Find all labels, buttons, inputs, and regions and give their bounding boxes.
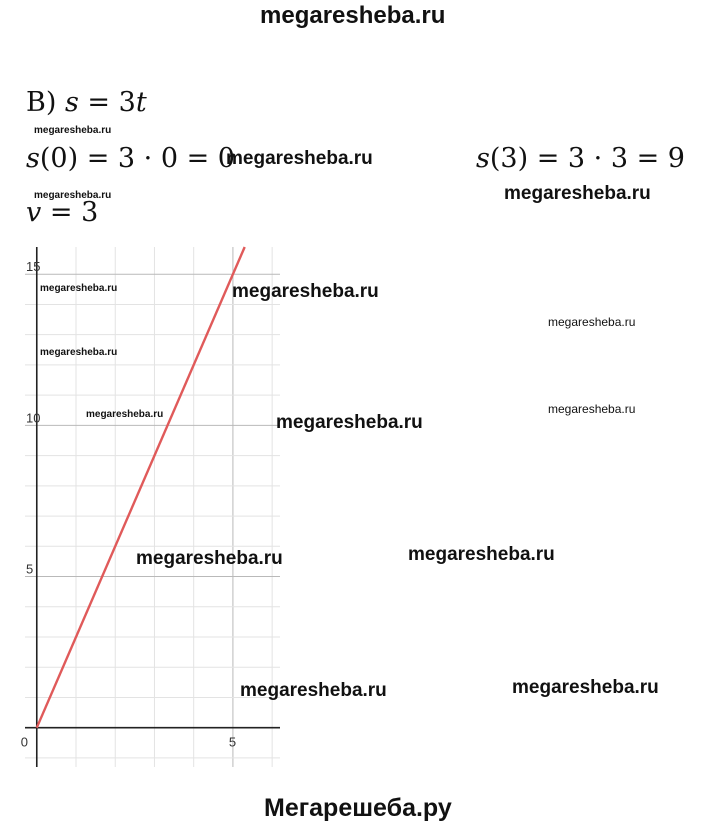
tick-labels [21,259,236,749]
watermark-8: megaresheba.ru [40,347,118,358]
s3-fn: s [476,143,490,174]
watermark-9: megaresheba.ru [548,402,636,416]
watermark-6: megaresheba.ru [232,281,379,302]
s3-arg: (3) [489,143,529,174]
watermark-15: megaresheba.ru [240,680,387,701]
x-tick-label-0: 0 [20,734,29,750]
y-tick-label-5: 5 [26,561,34,577]
watermark-1: megaresheba.ru [34,125,112,136]
s0-rest: = 3 · 0 = 0 [86,143,235,174]
watermark-3: megaresheba.ru [34,190,112,201]
formula-coef: 3 [118,87,136,118]
series-line-s-equals-3t [37,247,245,728]
watermark-4: megaresheba.ru [504,183,651,204]
formula-eq: = [87,87,111,118]
x-tick-label-5: 5 [228,734,237,750]
velocity-rest: = 3 [49,197,99,228]
formula-lhs: s [64,87,79,118]
header-watermark: megaresheba.ru [260,2,446,29]
watermark-14: megaresheba.ru [512,677,659,698]
y-tick-label-15: 15 [26,259,41,275]
formula-var: t [135,87,147,118]
watermark-5: megaresheba.ru [40,283,118,294]
watermark-2: megaresheba.ru [226,148,373,169]
watermark-11: megaresheba.ru [276,412,423,433]
problem-label: В) [26,87,57,118]
watermark-7: megaresheba.ru [548,315,636,329]
s3-rest: = 3 · 3 = 9 [536,143,685,174]
s0-arg: (0) [39,143,79,174]
watermark-12: megaresheba.ru [408,544,555,565]
footer-text: Мегарешеба.ру [264,794,452,822]
s0-fn: s [26,143,40,174]
watermark-10: megaresheba.ru [86,409,164,420]
watermark-13: megaresheba.ru [136,548,283,569]
y-tick-label-10: 10 [26,410,41,426]
velocity-var: v [26,197,42,228]
